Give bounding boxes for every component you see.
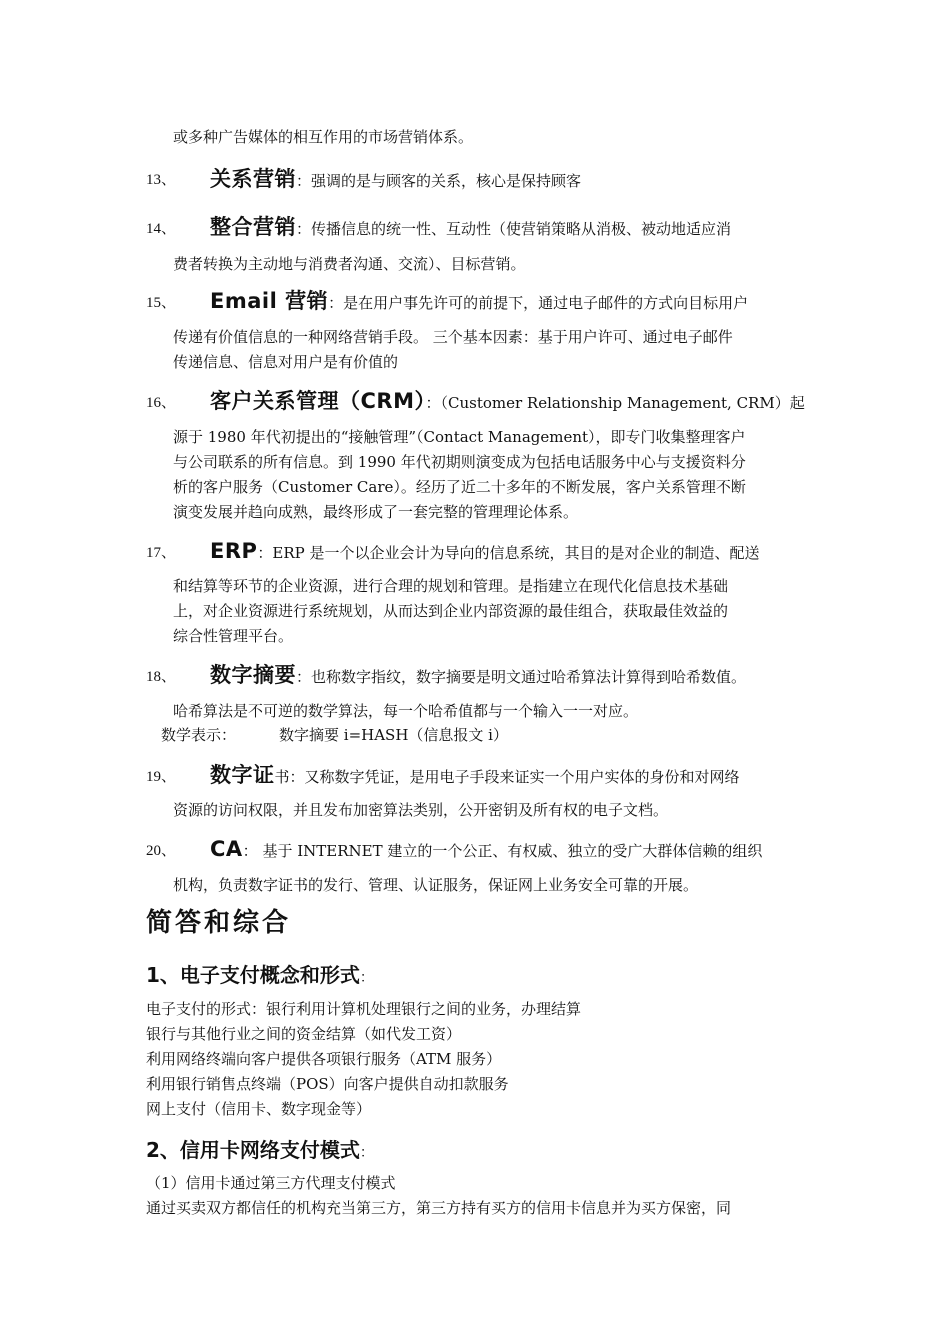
item-18-definition: ：也称数字指纹，数字摘要是明文通过哈希算法计算得到哈希数值。 (296, 668, 747, 686)
item-17-number: 17、 (146, 545, 177, 561)
item-14-line-1: 费者转换为主动地与消费者沟通、交流）、目标营销。 (173, 255, 526, 273)
item-17-term: ERP (210, 539, 258, 563)
question-1-line-3: 利用网络终端向客户提供各项银行服务（ATM 服务） (146, 1050, 502, 1068)
item-14 (210, 213, 731, 243)
item-15-term: Email 营销 (210, 289, 329, 313)
item-17-definition: ：ERP 是一个以企业会计为导向的信息系统，其目的是对企业的制造、配送 (257, 544, 760, 562)
item-18-line-1: 哈希算法是不可逆的数学算法，每一个哈希值都与一个输入一一对应。 (173, 702, 639, 720)
item-17-line-1: 和结算等环节的企业资源，进行合理的规划和管理。是指建立在现代化信息技术基础 (173, 577, 729, 595)
item-16 (210, 387, 805, 417)
item-14-definition: ：传播信息的统一性、互动性（使营销策略从消极、被动地适应消 (296, 220, 732, 238)
item-13 (210, 165, 581, 195)
item-16-line-4: 演变发展并趋向成熟，最终形成了一套完整的管理理论体系。 (173, 503, 579, 521)
item-20-definition: ： 基于 INTERNET 建立的一个公正、有权威、独立的受广大群体信赖的组织 (242, 842, 763, 860)
item-17 (210, 537, 760, 567)
item-17-line-3: 综合性管理平台。 (173, 627, 294, 645)
question-1-colon: ： (359, 970, 374, 986)
item-17-line-2: 上，对企业资源进行系统规划，从而达到企业内部资源的最佳组合，获取最佳效益的 (173, 602, 729, 620)
item-15-line-2: 传递信息、信息对用户是有价值的 (173, 353, 399, 371)
item-18-formula: 数字摘要 i=HASH（信息报文 i） (279, 726, 508, 744)
question-1-line-2: 银行与其他行业之间的资金结算（如代发工资） (146, 1025, 462, 1043)
question-2-line-2: 通过买卖双方都信任的机构充当第三方，第三方持有买方的信用卡信息并为买方保密，同 (146, 1199, 732, 1217)
item-20-term: CA (210, 837, 243, 861)
item-18-term: 数字摘要 (210, 663, 296, 687)
item-18-number: 18、 (146, 669, 177, 685)
question-2-line-1: （1）信用卡通过第三方代理支付模式 (146, 1174, 396, 1192)
item-14-number: 14、 (146, 221, 177, 237)
item-19-definition: 书：又称数字凭证，是用电子手段来证实一个用户实体的身份和对网络 (274, 768, 740, 786)
item-20 (210, 835, 762, 865)
item-15-definition: ：是在用户事先许可的前提下，通过电子邮件的方式向目标用户 (328, 294, 749, 312)
question-2-title: 2、信用卡网络支付模式 (146, 1138, 360, 1162)
item-15 (210, 287, 748, 317)
question-1-line-4: 利用银行销售点终端（POS）向客户提供自动扣款服务 (146, 1075, 509, 1093)
item-18 (210, 661, 746, 691)
item-19-line-1: 资源的访问权限，并且发布加密算法类别，公开密钥及所有权的电子文档。 (173, 801, 669, 819)
item-18-formula-label: 数学表示： (161, 726, 237, 744)
item-13-number: 13、 (146, 172, 177, 188)
item-15-number: 15、 (146, 295, 177, 311)
question-2-heading (146, 1134, 374, 1163)
question-1-line-5: 网上支付（信用卡、数字现金等） (146, 1100, 372, 1118)
item-16-line-1: 源于 1980 年代初提出的“接触管理”（Contact Management），即专门收集整理客户 (173, 428, 746, 446)
item-16-line-2: 与公司联系的所有信息。到 1990 年代初期则演变成为包括电话服务中心与支援资料分 (173, 453, 746, 471)
item-16-term: 客户关系管理（CRM） (210, 389, 426, 413)
question-1-title: 1、电子支付概念和形式 (146, 963, 360, 987)
item-16-number: 16、 (146, 395, 177, 411)
item-13-term: 关系营销 (210, 167, 296, 191)
intro-line: 或多种广告媒体的相互作用的市场营销体系。 (173, 128, 474, 146)
item-19 (210, 761, 740, 791)
item-16-line-3: 析的客户服务（Customer Care）。经历了近二十多年的不断发展，客户关系管理不断 (173, 478, 746, 496)
item-16-definition: ：（Customer Relationship Management, CRM）起 (425, 394, 805, 412)
section-heading: 简答和综合 (146, 908, 292, 938)
item-20-number: 20、 (146, 843, 177, 859)
item-15-line-1: 传递有价值信息的一种网络营销手段。 三个基本因素：基于用户许可、通过电子邮件 (173, 328, 733, 346)
item-14-term: 整合营销 (210, 215, 296, 239)
item-20-line-1: 机构，负责数字证书的发行、管理、认证服务，保证网上业务安全可靠的开展。 (173, 876, 699, 894)
item-19-term: 数字证 (210, 763, 275, 787)
question-1-line-1: 电子支付的形式：银行利用计算机处理银行之间的业务，办理结算 (146, 1000, 582, 1018)
item-13-definition: ：强调的是与顾客的关系，核心是保持顾客 (296, 172, 582, 190)
item-19-number: 19、 (146, 769, 177, 785)
question-2-colon: ： (359, 1145, 374, 1161)
question-1-heading (146, 959, 374, 988)
